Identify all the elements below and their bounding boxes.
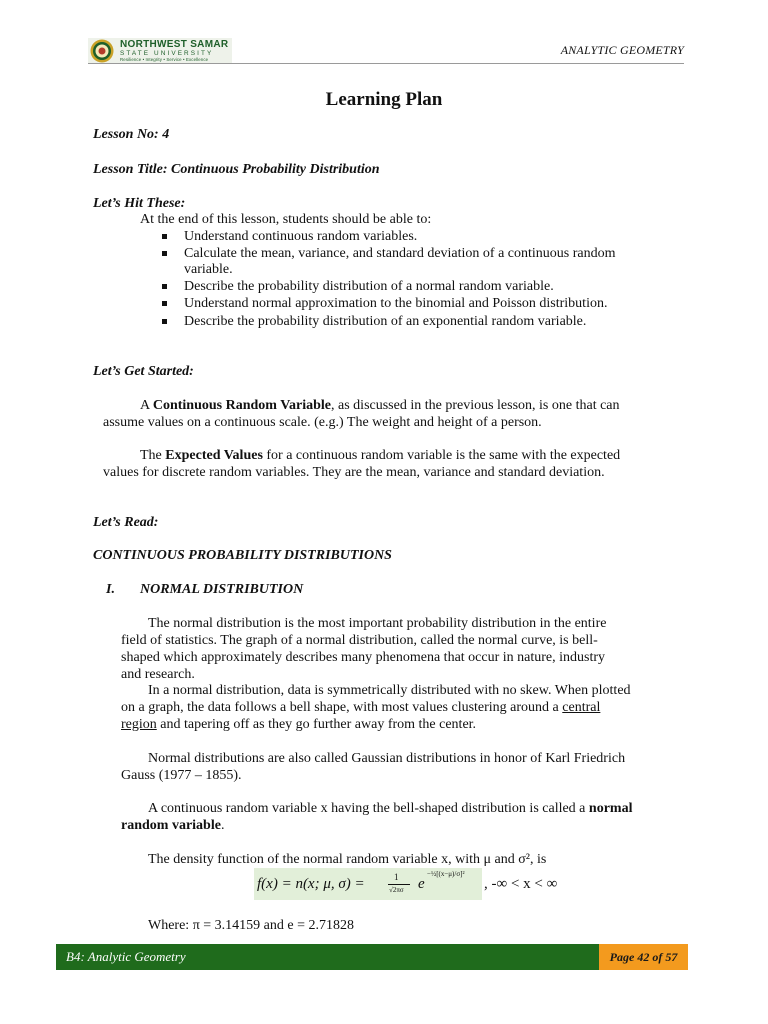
lesson-number: Lesson No: 4 [93, 127, 170, 142]
formula-e: e [418, 876, 425, 892]
bullet-square-icon [162, 301, 167, 306]
normal-paragraph-2-line-3: region and tapering off as they go further away from the center. [121, 717, 477, 732]
document-course-title: ANALYTIC GEOMETRY [560, 43, 684, 57]
normal-paragraph-3: Normal distributions are also called Gaussian distributions in honor of Karl Friedrich [148, 751, 626, 766]
page-title: Learning Plan [325, 89, 443, 110]
section-heading: CONTINUOUS PROBABILITY DISTRIBUTIONS [93, 548, 392, 563]
density-intro: The density function of the normal random variable x, with μ and σ², is [148, 852, 547, 867]
term-expected-values: Expected Values [165, 448, 263, 463]
started-paragraph-1-line-2: assume values on a continuous scale. (e.g.) The weight and height of a person. [103, 415, 542, 430]
normal-paragraph-1: The normal distribution is the most important probability distribution in the entire [148, 616, 607, 631]
normal-paragraph-2-line-2: on a graph, the data follows a bell shape, with most values clustering around a central [121, 700, 601, 715]
bullet-square-icon [162, 319, 167, 324]
formula-denominator: √2πσ [389, 886, 404, 894]
central-region-link[interactable]: central [562, 700, 601, 715]
footer-course-label: B4: Analytic Geometry [56, 944, 599, 970]
normal-paragraph-3-line-2: Gauss (1977 – 1855). [121, 768, 242, 783]
logo-name: NORTHWEST SAMAR [120, 38, 229, 50]
started-heading: Let’s Get Started: [93, 364, 194, 379]
logo-subtitle: STATE UNIVERSITY [120, 49, 214, 57]
bullet-square-icon [162, 284, 167, 289]
page-number: Page 42 of 57 [599, 944, 688, 970]
header-divider [88, 63, 684, 64]
read-heading: Let’s Read: [93, 515, 159, 530]
density-formula [254, 868, 482, 900]
started-paragraph-1: A Continuous Random Variable, as discussed in the previous lesson, is one that can [140, 398, 620, 413]
hit-heading: Let’s Hit These: [93, 196, 186, 211]
university-logo [88, 38, 232, 64]
formula-range: , -∞ < x < ∞ [484, 876, 558, 892]
term-continuous-random-variable: Continuous Random Variable [152, 398, 332, 413]
lesson-title: Lesson Title: Continuous Probability Distribution [93, 162, 380, 177]
normal-paragraph-1: and research. [121, 667, 195, 682]
university-seal-icon [90, 39, 114, 63]
bullet-square-icon [162, 234, 167, 239]
page-header [88, 38, 684, 64]
formula-lhs: f(x) = n(x; μ, σ) = [257, 876, 365, 892]
hit-intro: At the end of this lesson, students should be able to: [140, 212, 432, 227]
formula-exponent: −½[(x−μ)/σ]² [427, 870, 465, 878]
started-paragraph-2: The Expected Values for a continuous random variable is the same with the expected [140, 448, 621, 463]
fraction-bar [388, 884, 410, 885]
normal-paragraph-1: shaped which approximately describes many phenomena that occur in nature, industry [121, 650, 606, 665]
page-footer [56, 944, 688, 970]
formula-numerator: 1 [394, 872, 399, 882]
logo-motto: Resilience • Integrity • Service • Excellence [120, 57, 209, 62]
normal-paragraph-4: A continuous random variable x having the bell-shaped distribution is called a normal [148, 801, 633, 816]
subsection-number: I. [106, 582, 115, 597]
bullet-square-icon [162, 251, 167, 256]
normal-paragraph-1: field of statistics. The graph of a normal distribution, called the normal curve, is bell- [121, 633, 598, 648]
subsection-title: NORMAL DISTRIBUTION [140, 582, 304, 597]
normal-paragraph-2: In a normal distribution, data is symmetrically distributed with no skew. When plotted [148, 683, 631, 698]
normal-paragraph-4-line-2: random variable. [121, 818, 225, 833]
term-normal-random-variable: normal [588, 801, 633, 816]
central-region-link[interactable]: region [121, 717, 157, 732]
constants-where: Where: π = 3.14159 and e = 2.71828 [148, 918, 354, 933]
started-paragraph-2-line-2: values for discrete random variables. They are the mean, variance and standard deviation. [103, 465, 605, 480]
